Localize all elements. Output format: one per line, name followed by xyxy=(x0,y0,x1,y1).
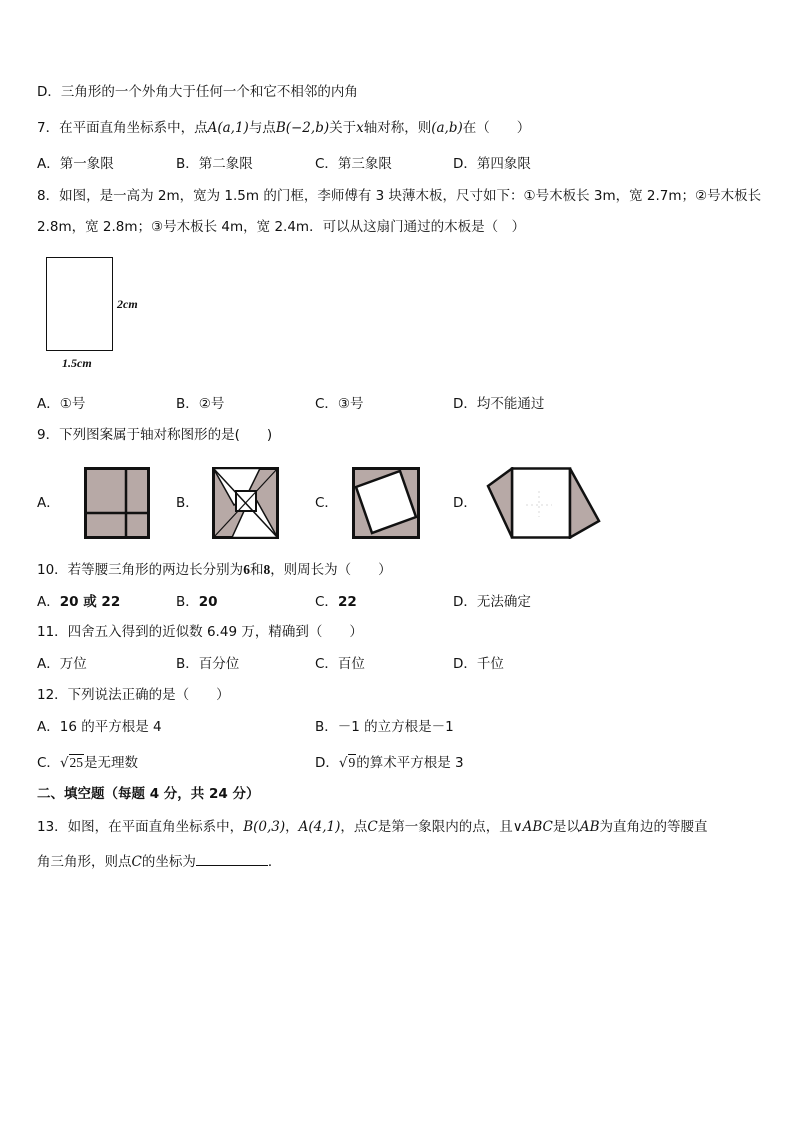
q10-option-c xyxy=(315,592,357,612)
q13-line2-b: 的坐标为 xyxy=(141,854,196,870)
q10-option-b-label: B． xyxy=(176,594,199,610)
q13-stem-line1 xyxy=(37,817,708,837)
q8-stem-line2: 2.8m，宽 2.8m；③号木板长 4m，宽 2.4m．可以从这扇门通过的木板是（ ） xyxy=(37,219,526,235)
q10-stem xyxy=(37,560,392,580)
q13-line2-c: ． xyxy=(267,854,282,870)
q7-stem xyxy=(37,118,530,138)
q10-stem-b: 和 xyxy=(249,562,264,578)
q13-stem-b: ，点 xyxy=(340,819,368,835)
q8-option-b: B．②号 xyxy=(176,396,225,412)
q13-stem-d: 是以 xyxy=(552,819,580,835)
q13-point-a: A(4,1) xyxy=(298,819,341,835)
q10-option-d: D．无法确定 xyxy=(453,594,531,610)
q7-axis: x xyxy=(356,120,364,136)
q7-pair: (a,b) xyxy=(431,120,463,136)
q10-stem-a: 10．若等腰三角形的两边长分别为 xyxy=(37,562,244,578)
sqrt-symbol-d: √ xyxy=(338,755,348,771)
q9-label-c: C． xyxy=(315,495,338,511)
q9-label-b: B． xyxy=(176,495,199,511)
q9-figure-c xyxy=(352,467,420,539)
q10-option-a xyxy=(37,592,120,612)
q9-label-a: A． xyxy=(37,495,60,511)
q9-label-d: D． xyxy=(453,495,477,511)
q10-option-c-value: 22 xyxy=(337,594,357,610)
q13-line2-a: 角三角形，则点 xyxy=(37,854,132,870)
q10-option-a-value: 20 或 22 xyxy=(59,594,121,610)
q12-option-c xyxy=(37,753,138,773)
q7-option-c: C．第三象限 xyxy=(315,156,392,172)
q7-stem-d: 轴对称，则 xyxy=(363,120,432,136)
q10-option-b-value: 20 xyxy=(198,594,218,610)
q7-option-d: D．第四象限 xyxy=(453,156,531,172)
q12-option-d-text: 的算术平方根是 3 xyxy=(356,755,464,771)
q13-sep: ， xyxy=(285,819,299,835)
q7-stem-b: 与点 xyxy=(248,120,276,136)
q10-value-6: 6 xyxy=(243,562,250,577)
q10-option-b xyxy=(176,592,218,612)
q11-stem: 11．四舍五入得到的近似数 6.49 万，精确到（ ） xyxy=(37,624,363,640)
q10-option-c-label: C． xyxy=(315,594,338,610)
q13-stem-a: 13．如图，在平面直角坐标系中， xyxy=(37,819,244,835)
q13-point-c-2: C xyxy=(131,854,142,870)
q9-stem: 9．下列图案属于轴对称图形的是( ) xyxy=(37,427,273,443)
q7-stem-e: 在（ ） xyxy=(462,120,531,136)
q13-stem-e: 为直角边的等腰直 xyxy=(599,819,708,835)
q12-option-b: B．－1 的立方根是－1 xyxy=(315,719,454,735)
door-width-label: 1.5cm xyxy=(62,356,92,370)
q11-option-c: C．百位 xyxy=(315,656,365,672)
q9-figure-d xyxy=(486,467,601,539)
q7-option-b: B．第二象限 xyxy=(176,156,253,172)
q12-option-a: A．16 的平方根是 4 xyxy=(37,719,162,735)
q7-stem-a: 7．在平面直角坐标系中，点 xyxy=(37,120,208,136)
q13-point-b: B(0,3) xyxy=(243,819,286,835)
q12-option-d-label: D． xyxy=(315,755,339,771)
q13-stem-line2 xyxy=(37,851,281,872)
q9-figure-a xyxy=(84,467,150,539)
section-fill-in-title: 二、填空题（每题 4 分，共 24 分） xyxy=(37,786,260,802)
q8-option-a: A．①号 xyxy=(37,396,86,412)
q6-option-d: D．三角形的一个外角大于任何一个和它不相邻的内角 xyxy=(37,84,358,100)
q11-option-b: B．百分位 xyxy=(176,656,240,672)
q12-stem: 12．下列说法正确的是（ ） xyxy=(37,687,230,703)
q7-point-a: A(a,1) xyxy=(207,120,249,136)
q13-stem-c: 是第一象限内的点，且 xyxy=(377,819,513,835)
q12-option-c-text: 是无理数 xyxy=(84,755,139,771)
q12-option-d-radicand: 9 xyxy=(348,755,356,770)
sqrt-symbol-c: √ xyxy=(59,755,69,771)
q7-point-b: B(−2,b) xyxy=(275,120,330,136)
q13-point-c: C xyxy=(367,819,378,835)
q8-stem-line1: 8．如图，是一高为 2m，宽为 1.5m 的门框，李师傅有 3 块薄木板，尺寸如下：①号木板长 3m，宽 2.7m；②号木板长 xyxy=(37,188,762,204)
q10-value-8: 8 xyxy=(263,562,271,577)
q10-option-a-label: A． xyxy=(37,594,60,610)
q8-option-d: D．均不能通过 xyxy=(453,396,545,412)
q10-stem-c: ，则周长为（ ） xyxy=(270,562,392,578)
door-frame-figure xyxy=(46,257,113,351)
q13-triangle: ∨ABC xyxy=(512,819,553,835)
q13-segment-ab: AB xyxy=(579,819,600,835)
q7-stem-c: 关于 xyxy=(329,120,357,136)
q11-option-d: D．千位 xyxy=(453,656,504,672)
q8-option-c: C．③号 xyxy=(315,396,364,412)
q12-option-c-label: C． xyxy=(37,755,60,771)
q9-figure-b xyxy=(212,467,279,539)
q12-option-c-radicand: 25 xyxy=(69,755,84,770)
q11-option-a: A．万位 xyxy=(37,656,87,672)
q13-answer-blank[interactable] xyxy=(196,851,268,866)
q7-option-a: A．第一象限 xyxy=(37,156,114,172)
q12-option-d xyxy=(315,753,464,773)
door-height-label: 2cm xyxy=(117,297,138,311)
